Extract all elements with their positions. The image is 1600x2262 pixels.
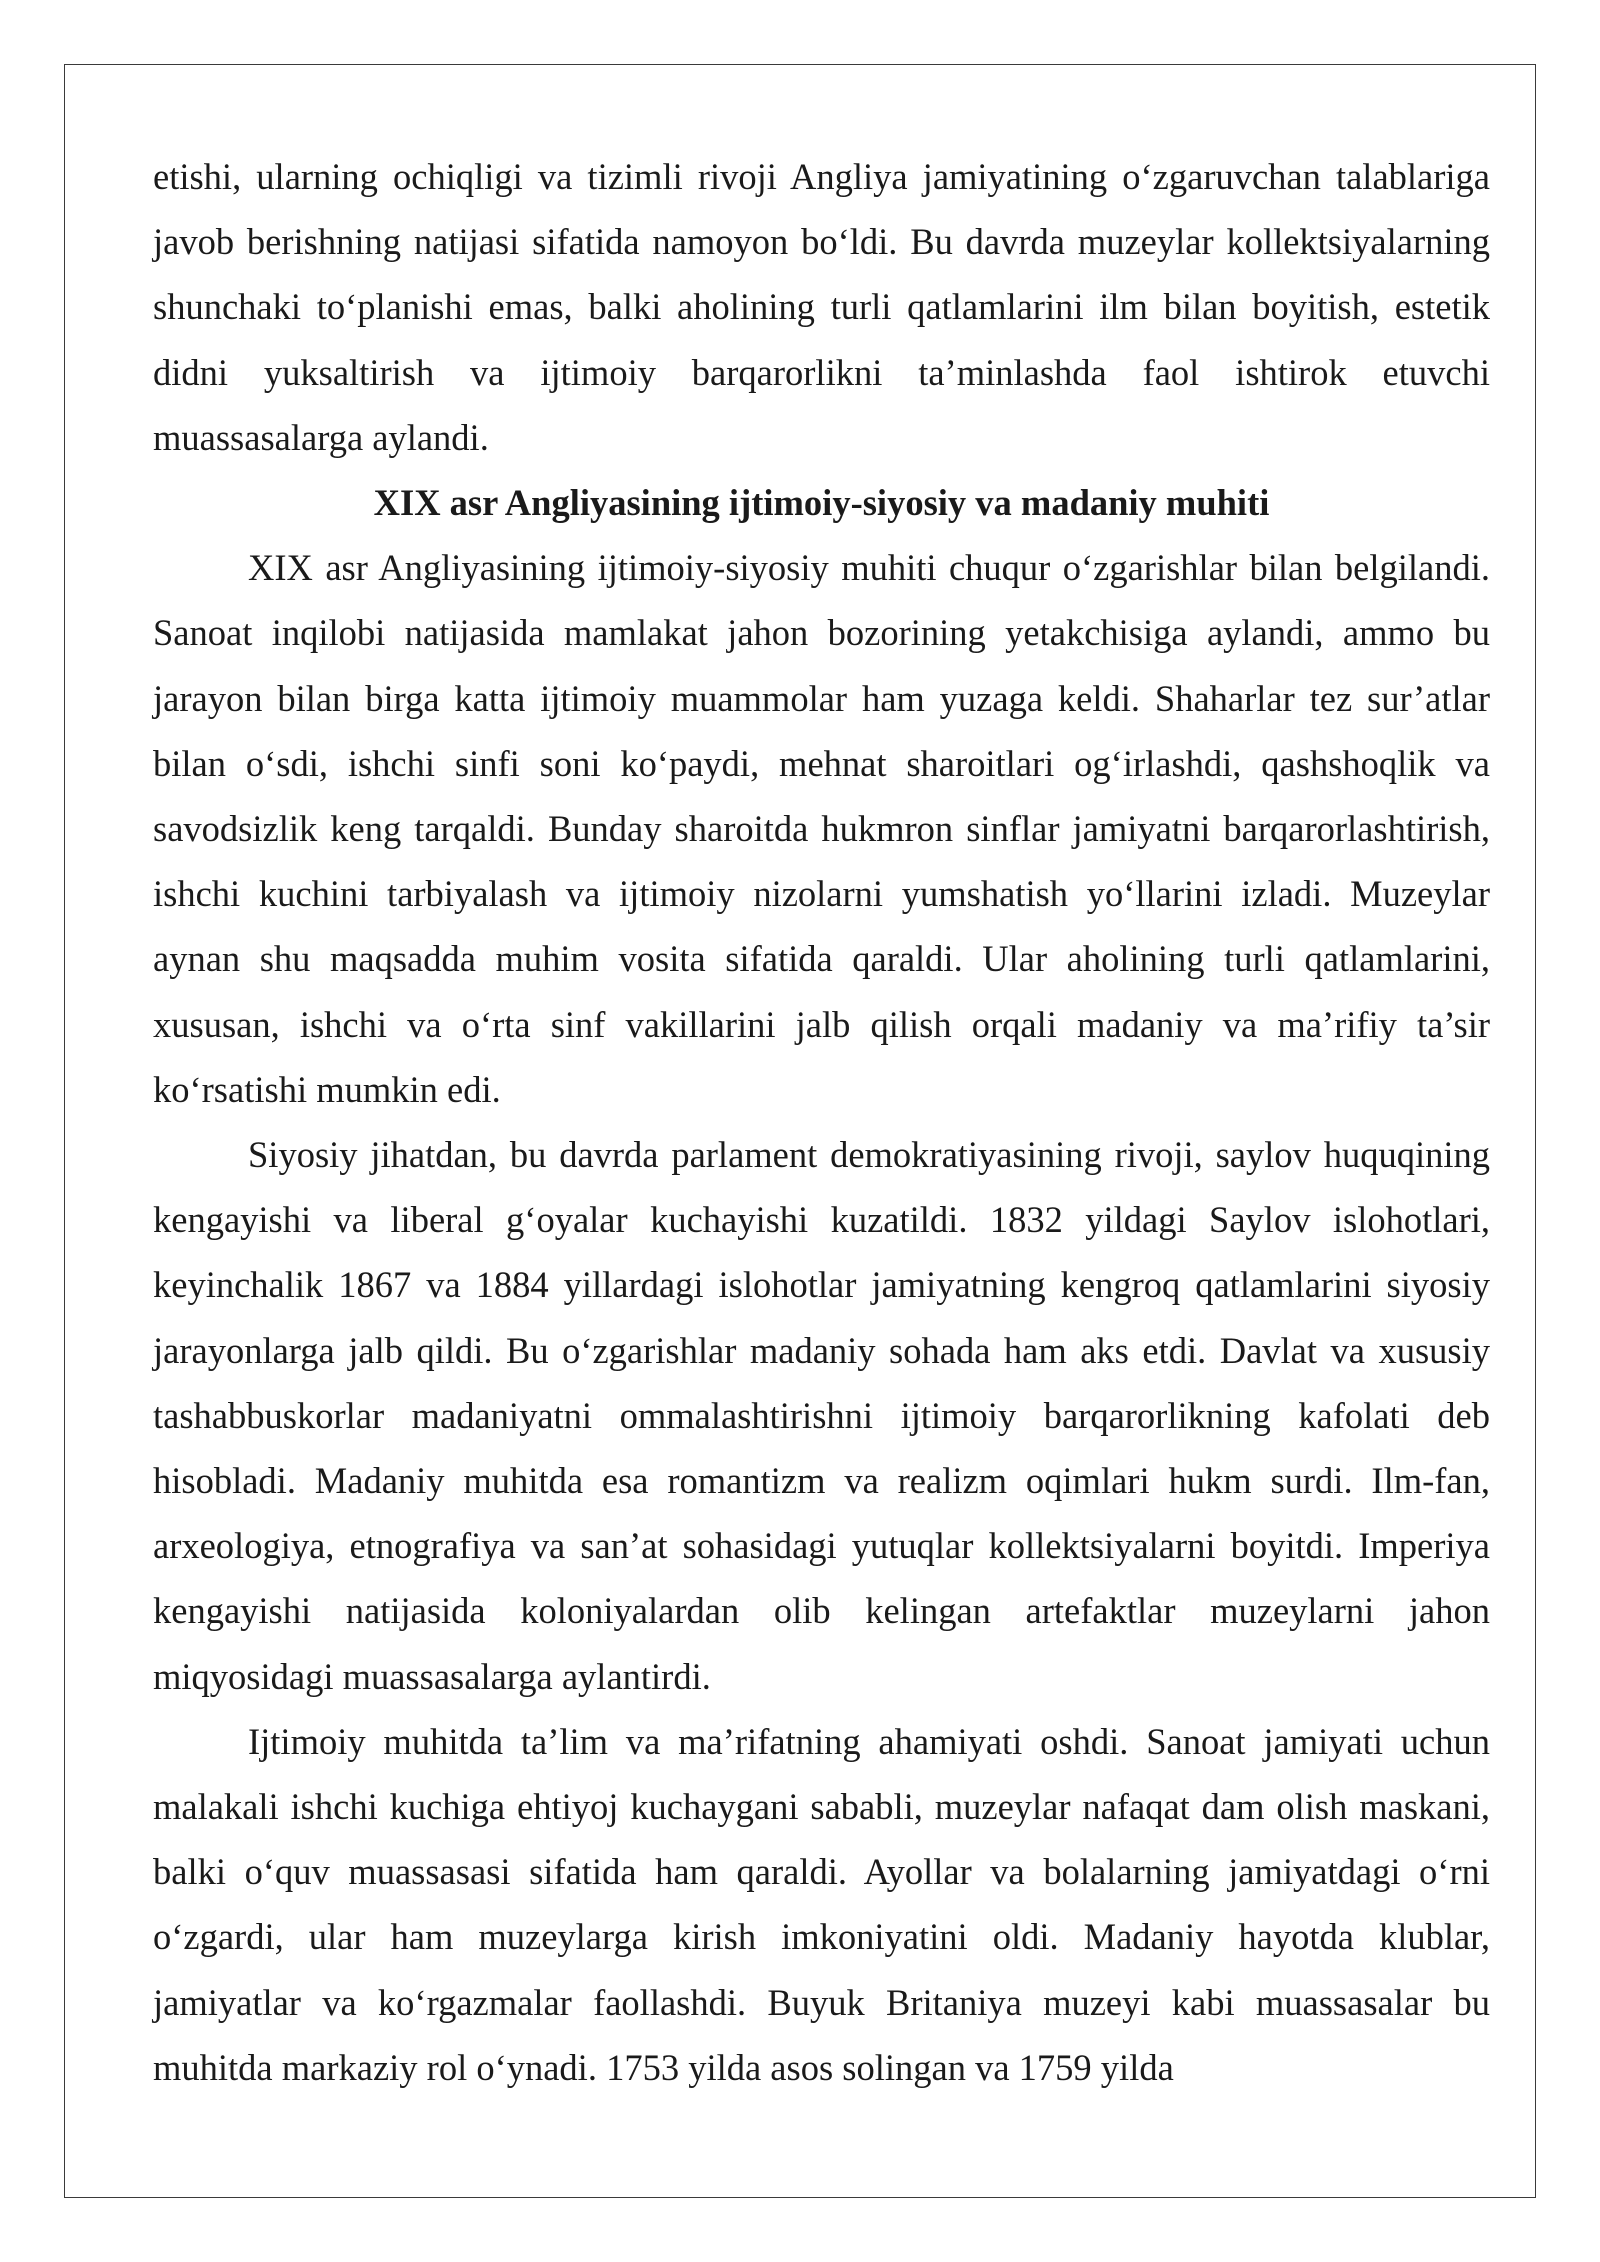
section-heading: XIX asr Angliyasining ijtimoiy-siyosiy va madaniy muhiti — [373, 482, 1270, 524]
paragraph-3: Ijtimoiy muhitda ta’lim va ma’rifatning ahamiyati oshdi. Sanoat jamiyati uchun malakali ishchi kuchiga ehtiyoj kuchaygani sababli, muzeylar nafaqat dam olish maskani, balki o‘quv muassasasi sifatida ham qaraldi. Ayollar va bolalarning jamiyatdagi o‘rni o‘zgardi, ular ham muzeylarga kirish imkoniyatini oldi. Madaniy hayotda klublar, jamiyatlar va ko‘rgazmalar faollashdi. Buyuk Britaniya muzeyi kabi muassasalar bu muhitda markaziy rol o‘ynadi. 1753 yilda asos solingan va 1759 yilda — [153, 1720, 1490, 2088]
document-body — [153, 144, 1490, 2100]
paragraph-2: Siyosiy jihatdan, bu davrda parlament demokratiyasining rivoji, saylov huquqining kengayishi va liberal g‘oyalar kuchayishi kuzatildi. 1832 yildagi Saylov islohotlari, keyinchalik 1867 va 1884 yillardagi islohotlar jamiyatning kengroq qatlamlarini siyosiy jarayonlarga jalb qildi. Bu o‘zgarishlar madaniy sohada ham aks etdi. Davlat va xususiy tashabbuskorlar madaniyatni ommalashtirishni ijtimoiy barqarorlikning kafolati deb hisobladi. Madaniy muhitda esa romantizm va realizm oqimlari hukm surdi. Ilm-fan, arxeologiya, etnografiya va san’at sohasidagi yutuqlar kollektsiyalarni boyitdi. Imperiya kengayishi natijasida koloniyalardan olib kelingan artefaktlar muzeylarni jahon miqyosidagi muassasalarga aylantirdi. — [153, 1134, 1490, 1697]
paragraph-continuation: etishi, ularning ochiqligi va tizimli rivoji Angliya jamiyatining o‘zgaruvchan talablariga javob berishning natijasi sifatida namoyon bo‘ldi. Bu davrda muzeylar kollektsiyalarning shunchaki to‘planishi emas, balki aholining turli qatlamlarini ilm bilan boyitish, estetik didni yuksaltirish va ijtimoiy barqarorlikni ta’minlashda faol ishtirok etuvchi muassasalarga aylandi. — [153, 156, 1490, 458]
paragraph-1: XIX asr Angliyasining ijtimoiy-siyosiy muhiti chuqur o‘zgarishlar bilan belgilandi. Sanoat inqilobi natijasida mamlakat jahon bozorining yetakchisiga aylandi, ammo bu jarayon bilan birga katta ijtimoiy muammolar ham yuzaga keldi. Shaharlar tez sur’atlar bilan o‘sdi, ishchi sinfi soni ko‘paydi, mehnat sharoitlari og‘irlashdi, qashshoqlik va savodsizlik keng tarqaldi. Bunday sharoitda hukmron sinflar jamiyatni barqarorlashtirish, ishchi kuchini tarbiyalash va ijtimoiy nizolarni yumshatish yo‘llarini izladi. Muzeylar aynan shu maqsadda muhim vosita sifatida qaraldi. Ular aholining turli qatlamlarini, xususan, ishchi va o‘rta sinf vakillarini jalb qilish orqali madaniy va ma’rifiy ta’sir ko‘rsatishi mumkin edi. — [153, 547, 1490, 1110]
